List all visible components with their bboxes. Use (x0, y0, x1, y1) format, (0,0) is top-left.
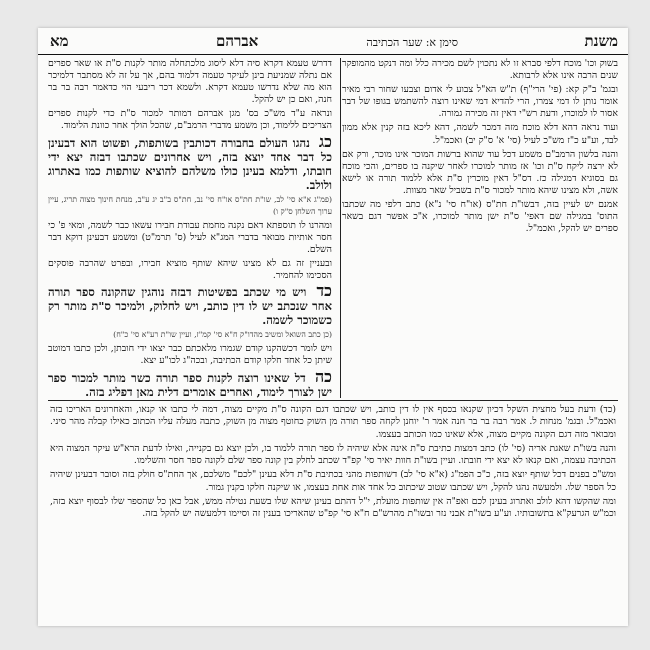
book-title-left: אברהם (216, 32, 259, 50)
right-column (342, 58, 618, 398)
running-header (38, 28, 628, 55)
page-number: מא (50, 32, 69, 50)
right-paragraph: ועוד נראה דהא דלא מוכח מזה דמכר לשמה, דהא ליכא בזה קנין אלא ממון לבד, וע"ע כ"ז מש"כ לעיל (סי' א' ס"ק יב) ואכמ"ל. (342, 122, 618, 146)
seif-23-number: כג (318, 131, 332, 151)
siman-title: סימן א: שער הכתיבה (366, 36, 458, 49)
seif-25-number: כה (314, 366, 332, 386)
seif-24-sources: (כן כתב השואל ומשיב מהדו"ק ח"א סי' קמ"ז, ועיין שו"ת רע"א סי' כ"ח) (113, 330, 332, 340)
right-paragraph: והנה בלשון הרמב"ם משמע דכל עוד שהוא ברשות המוכר אינו מוכר, ורק אם לא ירצה ליקח ס"ת וכו' אז מותר למוכרו לאחר שיקנה בו ספרים, והכי מוכח גם בסוגיא דמגילה כז. דס"ל דאין מוכרין ס"ת אלא ללמוד תורה או לישא אשה, ולא מצינו שיהא מותר למכור ס"ת בשביל שאר מצוות. (342, 148, 618, 196)
right-paragraph: אמנם יש לעיין בזה, דבשו"ת חת"ס (או"ח סי' נ"א) כתב דלפי מה שכתבו התוס' במגילה שם דאפי' ס"ת ישן מותר למוכרו, א"כ אפשר דגם בשאר ספרים יש להקל, ואכמ"ל. (342, 199, 618, 235)
footnote-divider (48, 400, 618, 401)
footnote-paragraph: והנה בשו"ת שאגת אריה (סי' לו) כתב דמצות כתיבת ס"ת אינה אלא שיהיה לו ספר תורה ללמוד בו, ולכן יוצא גם בקנייה, ואילו לדעת הרא"ש עיקר המצוה היא הכתיבה עצמה, ואם קנאו לא יצא ידי חובתו. ועיין בשו"ת חוות יאיר סי' קפ"ד שכתב לחלק בין קונה ספר שלם לקונה ספר חסר והשלימו. (50, 442, 616, 467)
seif-24-text: ויש מי שכתב בפשיטות דבזה נוהגין שהקונה ספר תורה אחר שנכתב יש לו דין כותב, ויש לחלוק, ולמיכר ס"ת מותר רק כשמוכר לשמה. (48, 285, 332, 328)
seif-23 (48, 131, 332, 192)
left-paragraph: ובעניין זה גם לא מצינו שיהא שותף מוציא חבירו, ובפרט שהרבה פוסקים הסכימו להחמיר. (48, 258, 332, 282)
seif-23-text: נהגו העולם בחבורה דכותבין בשותפות, ופשוט הוא דבעינן כל דבר אחד יוצא בזה, ויש אחרונים שכתבו דבזה יצא ידי חובתו, ודלמא בעינן כולו משלהם להוציא שותפות כמו באתרוג ולולב. (48, 135, 332, 192)
seif-25-text: דל שאינו רוצה לקנות ספר תורה כשר מותר למכור ספר ישן לצורך לימוד, ואחרים אומרים דלית מאן דפליג בזה. (48, 370, 332, 398)
footnotes-section (50, 404, 616, 620)
left-paragraph: ויש לומר דכשהקנו קודם שגמרו מלאכתם כבר יצאו ידי חובתן, ולכן כתבו דמוטב שיתן כל אחד חלקו קודם הכתיבה, ובכה"ג לכו"ע יצא. (48, 343, 332, 367)
left-paragraph: ונראה ע"ד מש"כ בס' מגן אברהם דמותר למכור ס"ת כדי לקנות ספרים הצריכים ללימוד, וכן משמע מדברי הרמב"ם, שהכל הולך אחר כוונת הלימוד. (48, 108, 332, 132)
book-title-right: משנת (584, 32, 618, 50)
seif-24 (48, 281, 332, 328)
right-paragraph: ובגמ' ב"ק קא: (פי' הרי"ף) ת"ש הא"ל צבוע לי אדום וצבעו שחור רבי מאיר אומר נותן לו דמי צמרו, הרי להדיא דמי שאינו רוצה להשתמש בגופו של דבר אסור לו למוכרו, ודעת רש"י דאין זה מכירה גמורה. (342, 84, 618, 120)
left-column (48, 58, 332, 398)
seif-24-number: כד (316, 281, 332, 301)
page-sheet (38, 28, 628, 626)
seif-23-sources: (פמ"ג א"א סי' לב, שו"ת חת"ס או"ח סי' נב, חת"ס ב"ב יג ע"ב, מנחת חינוך מצוה תריג, עיין ערוך השלחן ס"ק ו) (48, 194, 332, 216)
right-paragraph: בשוק וכו' מוכח דלפי סברא זו לא נתכוין לשם מכירה כלל ומה דנקט מהמופקר שנים הרבה אינו אלא לרבותא. (342, 58, 618, 82)
seif-25 (48, 366, 332, 399)
column-divider (340, 58, 341, 398)
footnote-paragraph: ומה שהקשו דהא לולב ואתרוג בעינן לכם ואפ"ה אין שותפות מועלת, י"ל דהתם בעינן שיהא שלו בשעת נטילה ממש, אבל כאן כל שהספר שלו לבסוף יוצא בזה, וכמ"ש הגרעק"א בתשובותיו. וע"ע בשו"ת אבני נזר ובשו"ת מהרש"ם ח"א סי' קפ"ט שהאריכו בענין זה וסיימו דלמעשה יש להקל בזה. (50, 496, 616, 520)
left-paragraph: דדרש טעמא דקרא סיה דלא ליסוג מלכתחלה מותר לקנות ס"ת או שאר ספרים אם נתלה שמניעת בינן לעיקר טעמה דלמוד בהם, אך על זה לא מסתבר דלמיכר הוא מה שלא נדרשו טעמא דקרא. ולשמא דכר ריבעי הוי כדאמר רבה בר בר חנה, ואם כן יש להקל. (48, 58, 332, 106)
footnote-paragraph: (כד) ודעת בעל מחצית השקל דכיון שקנאו בכסף אין לו דין כותב, ויש שכתבו דגם הקונה ס"ת מקיים מצוה, דמה לי כתבו או קנאו, והאחרונים האריכו בזה ואכמ"ל. ובגמ' מנחות ל. אמר רבה בר בר חנה אמר ר' יוחנן לקחה ספר תורה מן השוק כחוטף מצוה מן השוק, כתבה מעלה עליו הכתוב כאילו קבלה מהר סיני. ומבואר מזה דגם הקונה מקיים מצוה, אלא שאינו כמו הכותב בעצמו. (50, 404, 616, 440)
footnote-paragraph: ומש"כ בפנים דכל שותף יוצא בזה, כ"כ הפמ"ג (א"א סי' לב) דשותפות מהני בכתיבת ס"ת דלא בעינן "לכם" משלכם, אך החת"ס חולק בזה וסובר דבעינן שיהיה כל הספר שלו. ולמעשה נהגו להקל, ויש שכתבו שטוב שיכתוב כל אחד אות אחת בעצמו, או שיקנה חלקו בקנין גמור. (50, 469, 616, 493)
left-paragraph: ומהרנו לו תוספתא דאם נקנה מחמת עבודת חבירו עשאו כבר לשמה, ומאי פ' כי חסר אותיות מבואר בדברי המג"א לעיל (ס' תרמ"ט) ומשמע דבעינן דוקא דבר השלם. (48, 219, 332, 255)
